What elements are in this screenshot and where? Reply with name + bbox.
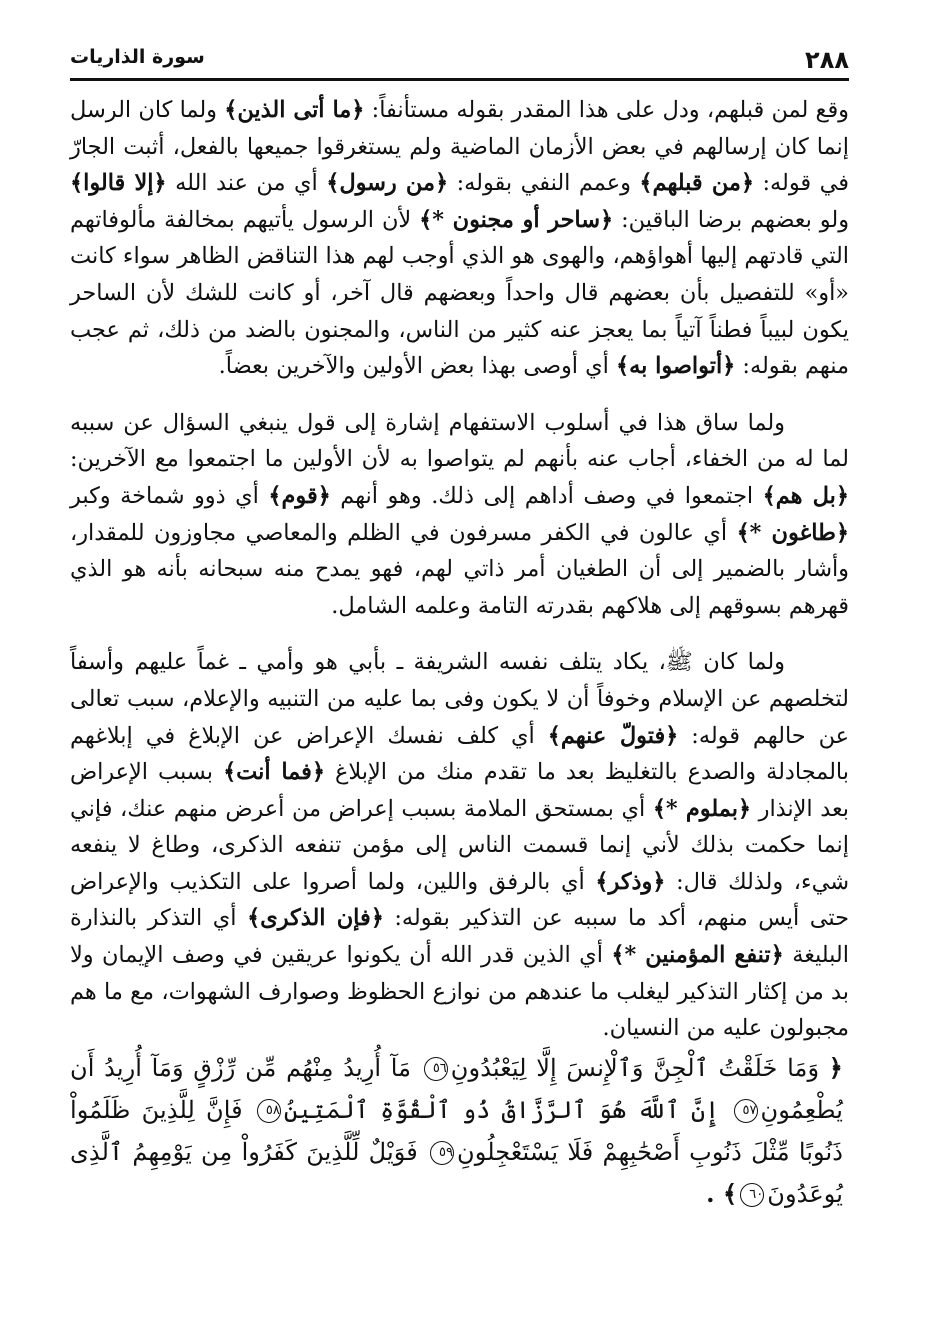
- text-run: أي كلف نفسك الإعراض عن الإبلاغ في إبلاغهم بالمجادلة والصدع بالتغليظ بعد ما تقدم منك من الإبلاغ: [70, 722, 849, 786]
- quran-quote: ﴿من قبلهم﴾: [639, 170, 754, 197]
- quran-quote: ﴿أتواصوا به﴾: [615, 353, 736, 380]
- quran-quote: ﴿تنفع المؤمنين *﴾: [611, 942, 784, 969]
- quran-quote: ﴿فتولّ عنهم﴾: [547, 722, 679, 749]
- paragraph-2: [70, 405, 849, 625]
- text-run: بسبب الإعراض بعد الإنذار: [70, 759, 850, 822]
- header-rule: [70, 78, 849, 81]
- text-run: ولما كان ﷺ، يكاد يتلف نفسه الشريفة ـ بأبي هو وأمي ـ غماً عليهم وأسفاً لتخلصهم عن الإسلام وخوفاً أن لا يكون وفى بما عليه من التنبيه والإعلام، سبب تعالى عن حالهم قوله:: [70, 649, 850, 749]
- close-bracket: ﴾ .: [706, 1178, 738, 1208]
- quran-quote: ﴿بل هم﴾: [762, 482, 849, 509]
- text-run: أي من عند الله: [166, 170, 327, 197]
- quran-quote: ﴿ساحر أو مجنون *﴾: [419, 206, 614, 233]
- text-run: ولما كان الرسل إنما كان إرسالهم في بعض الأزمان الماضية ولم يستغرقوا جميعها بالفعل، أثبت الجارّ في قوله:: [70, 97, 850, 197]
- verse-text: فَإِنَّ لِلَّذِينَ ظَلَمُواْ ذَنُوبًا مِّثْلَ ذَنُوبِ أَصْحَٰبِهِمْ فَلَا يَسْتَعْجِلُونِ: [70, 1095, 843, 1166]
- quran-quote: ﴿طاغون *﴾: [736, 519, 849, 546]
- text-run: أي بمستحق الملامة بسبب إعراض من أعرض منهم عنك، فإني إنما حكمت بذلك لأني إنما قسمت الناس إلى مؤمن تنفعه الذكرى، وطاغ لا ينفعه شيء، ولذلك قال:: [70, 795, 849, 895]
- quran-quote: ﴿فإن الذكرى﴾: [247, 905, 384, 932]
- quran-quote: ﴿ما أتى الذين﴾: [224, 97, 365, 123]
- page-header: [70, 40, 849, 76]
- quran-quote: ﴿قوم﴾: [268, 482, 331, 509]
- ayah-number-marker: ٥٩: [430, 1141, 454, 1165]
- text-run: وقع لمن قبلهم، ودل على هذا المقدر بقوله مستأنفاً:: [364, 97, 849, 123]
- ayah-number-marker: ٦٠: [740, 1183, 764, 1207]
- ayah-number-marker: ٥٨: [257, 1099, 281, 1123]
- page-body: [70, 92, 849, 1215]
- quran-quote: ﴿من رسول﴾: [326, 170, 449, 197]
- quran-quote: ﴿وذكر﴾: [595, 868, 666, 895]
- verse-text: فَوَيْلٌ لِّلَّذِينَ كَفَرُواْ مِن يَوْمِهِمُ ٱلَّذِى يُوعَدُونَ: [70, 1137, 843, 1208]
- ayah-number-marker: ٥٧: [734, 1099, 758, 1123]
- quran-verses-block: [70, 1047, 849, 1215]
- page-number: ٢٨٨: [805, 46, 849, 74]
- text-run: ولو بعضهم برضا الباقين:: [613, 206, 850, 233]
- running-title: سورة الذاريات: [70, 46, 205, 68]
- open-bracket: ﴿: [828, 1052, 843, 1082]
- quran-quote: ﴿بملوم *﴾: [652, 795, 752, 822]
- verse-text: مَآ أُرِيدُ مِنْهُم مِّن رِّزْقٍ وَمَآ أُرِيدُ أَن يُطْعِمُونِ: [70, 1053, 843, 1124]
- text-run: ولما ساق هذا في أسلوب الاستفهام إشارة إلى قول ينبغي السؤال عن سببه لما له من الخفاء، أجاب عنه بأنهم لم يتواصوا به لأن الأولين ما اجتمعوا مع الآخرين:: [70, 409, 849, 473]
- text-run: لأن الرسول يأتيهم بمخالفة مألوفاتهم التي قادتهم إليها أهواؤهم، والهوى هو الذي أوجب لهم هذا التناقض الظاهر سواء كانت «أو» للتفصيل بأن بعضهم قال واحداً وبعضهم قال آخر، أو كانت للشك لأن الساحر يكون لبيباً فطناً آتياً بما يعجز عنه كثير من الناس، والمجنون بالضد من ذلك، ثم عجب منهم بقوله:: [70, 206, 849, 380]
- text-run: أي الذين قدر الله أن يكونوا عريقين في وصف الإيمان ولا بد من إكثار التذكير ليغلب ما عندهم من نوازع الحظوظ وصوارف الشهوات، مع ما هم مجبولون عليه من النسيان.: [70, 942, 849, 1042]
- verse-text: إِنَّ ٱللَّهَ هُوَ ٱلرَّزَّاقُ ذُو ٱلْقُوَّةِ ٱلْمَتِينُ: [283, 1095, 720, 1124]
- paragraph-3: [70, 644, 849, 1047]
- text-run: أي أوصى بهذا بعض الأولين والآخرين بعضاً.: [218, 353, 616, 380]
- text-run: أي التذكر بالنذارة البليغة: [70, 905, 849, 969]
- quran-quote: ﴿إلا قالوا﴾: [70, 170, 167, 197]
- text-run: أي ذوو شماخة وكبر: [70, 482, 269, 509]
- ayah-number-marker: ٥٦: [424, 1057, 448, 1081]
- text-run: وعمم النفي بقوله:: [448, 170, 640, 197]
- paragraph-1: [70, 92, 849, 385]
- verse-text: وَمَا خَلَقْتُ ٱلْجِنَّ وَٱلْإِنسَ إِلَّا لِيَعْبُدُونِ: [450, 1053, 820, 1082]
- text-run: أي عالون في الكفر مسرفون في الظلم والمعاصي مجاوزون للمقدار، وأشار بالضمير إلى أن الطغيان أمر ذاتي لهم، فهو يمدح منه سبحانه بأنه هو الذي قهرهم بسوقهم إلى هلاكهم بقدرته التامة وعلمه الشامل.: [70, 519, 849, 619]
- text-run: أي بالرفق واللين، ولما أصروا على التكذيب والإعراض حتى أيس منهم، أكد ما سببه عن التذكير بقوله:: [70, 868, 850, 932]
- quran-quote: ﴿فما أنت﴾: [223, 759, 325, 786]
- text-run: اجتمعوا في وصف أداهم إلى ذلك. وهو أنهم: [330, 482, 763, 509]
